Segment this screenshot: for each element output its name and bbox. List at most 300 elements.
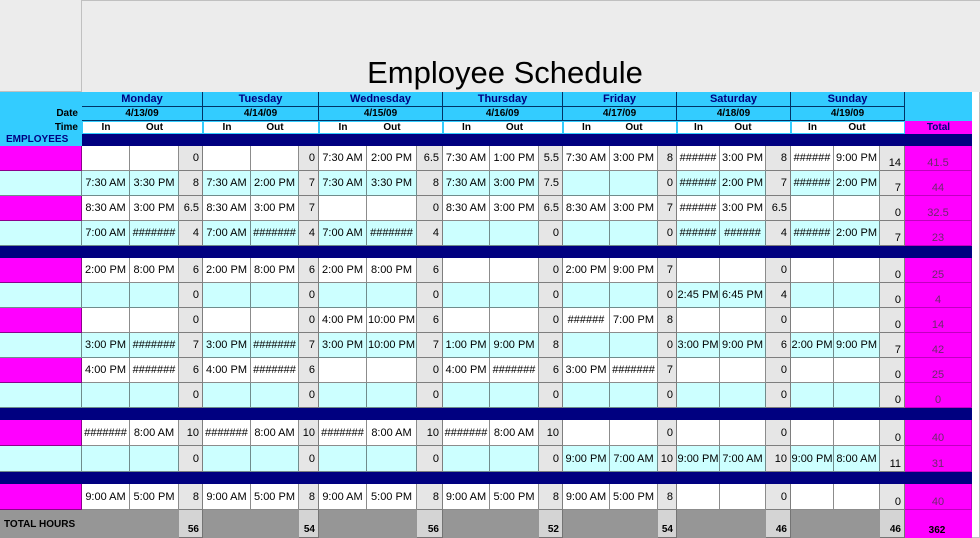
hours-cell: 5.5: [539, 146, 563, 171]
time-in-cell[interactable]: [563, 171, 610, 196]
time-out-cell[interactable]: 3:00 PM: [720, 146, 766, 171]
time-in-cell[interactable]: #######: [82, 420, 130, 446]
day-date-5: 4/18/09: [677, 107, 791, 121]
time-out-cell[interactable]: [130, 283, 179, 308]
time-in-cell[interactable]: 1:00 PM: [443, 333, 490, 358]
time-in-cell[interactable]: 9:00 AM: [563, 484, 610, 510]
day-name-4: Friday: [563, 92, 677, 107]
time-out-cell[interactable]: 7:00 AM: [720, 446, 766, 472]
out-label-3: Out: [505, 122, 524, 133]
hours-cell: 0: [539, 258, 563, 283]
time-in-cell[interactable]: [443, 308, 490, 333]
time-in-cell[interactable]: 9:00 AM: [443, 484, 490, 510]
hours-cell: 0: [539, 308, 563, 333]
time-out-cell[interactable]: 8:00 AM: [490, 420, 539, 446]
time-in-cell[interactable]: [563, 383, 610, 408]
hours-cell: 7: [299, 171, 319, 196]
time-out-cell[interactable]: [834, 358, 880, 383]
time-in-cell[interactable]: [82, 308, 130, 333]
row-total-cell: 44: [905, 171, 972, 196]
time-in-cell[interactable]: 9:00 PM: [563, 446, 610, 472]
time-out-cell[interactable]: 2:00 PM: [720, 171, 766, 196]
time-out-cell[interactable]: 7:00 AM: [610, 446, 658, 472]
hours-cell: 0: [880, 484, 905, 510]
time-in-cell[interactable]: 7:30 AM: [319, 146, 367, 171]
time-in-cell[interactable]: ######: [563, 308, 610, 333]
time-in-cell[interactable]: 4:00 PM: [203, 358, 251, 383]
hours-cell: 0: [658, 171, 677, 196]
time-out-cell[interactable]: [834, 283, 880, 308]
time-out-cell[interactable]: [720, 358, 766, 383]
time-in-cell[interactable]: [443, 221, 490, 246]
right-edge-column: [972, 92, 980, 538]
time-out-cell[interactable]: [251, 383, 299, 408]
time-out-cell[interactable]: #######: [610, 358, 658, 383]
time-in-cell[interactable]: [443, 258, 490, 283]
row-total-cell: 42: [905, 333, 972, 358]
time-in-cell[interactable]: 2:00 PM: [563, 258, 610, 283]
hours-cell: 0: [179, 383, 203, 408]
time-in-cell[interactable]: [203, 446, 251, 472]
time-out-cell[interactable]: 8:00 AM: [834, 446, 880, 472]
day-date-4: 4/17/09: [563, 107, 677, 121]
employee-name-cell[interactable]: [0, 196, 82, 221]
time-out-cell[interactable]: [130, 146, 179, 171]
time-in-cell[interactable]: 8:30 AM: [82, 196, 130, 221]
row-total-cell: 40: [905, 484, 972, 510]
time-out-cell[interactable]: [251, 308, 299, 333]
time-in-cell[interactable]: ######: [677, 146, 720, 171]
row-total-cell: 25: [905, 358, 972, 383]
time-in-cell[interactable]: [82, 446, 130, 472]
time-in-cell[interactable]: [443, 446, 490, 472]
time-out-cell[interactable]: [720, 308, 766, 333]
time-out-cell[interactable]: 1:00 PM: [490, 146, 539, 171]
time-in-cell[interactable]: 9:00 AM: [82, 484, 130, 510]
hours-cell: 8: [417, 484, 443, 510]
hours-cell: 0: [658, 383, 677, 408]
time-out-cell[interactable]: [490, 446, 539, 472]
time-in-cell[interactable]: 4:00 PM: [319, 308, 367, 333]
time-out-cell[interactable]: 10:00 PM: [367, 333, 417, 358]
time-out-cell[interactable]: [130, 446, 179, 472]
group-separator-2: [0, 472, 980, 484]
out-label-0: Out: [145, 122, 164, 133]
time-in-cell[interactable]: ######: [791, 146, 834, 171]
time-in-cell[interactable]: #######: [319, 420, 367, 446]
employee-name-cell[interactable]: [0, 221, 82, 246]
row-total-cell: 25: [905, 258, 972, 283]
time-in-cell[interactable]: [791, 308, 834, 333]
time-out-cell[interactable]: #######: [367, 221, 417, 246]
hours-cell: 6: [179, 358, 203, 383]
time-out-cell[interactable]: 5:00 PM: [130, 484, 179, 510]
time-out-cell[interactable]: 9:00 PM: [720, 333, 766, 358]
time-out-cell[interactable]: [610, 333, 658, 358]
time-in-cell[interactable]: [443, 383, 490, 408]
hours-cell: 8: [539, 484, 563, 510]
time-in-cell[interactable]: [791, 484, 834, 510]
time-in-cell[interactable]: 9:00 AM: [319, 484, 367, 510]
daily-total-cell: 46: [766, 510, 791, 538]
page-title: Employee Schedule: [82, 0, 980, 92]
hours-cell: 7: [880, 171, 905, 196]
time-out-cell[interactable]: 3:00 PM: [490, 171, 539, 196]
time-out-cell[interactable]: [490, 383, 539, 408]
time-out-cell[interactable]: [367, 383, 417, 408]
hours-cell: 10: [417, 420, 443, 446]
total-header: Total: [905, 121, 972, 134]
time-in-cell[interactable]: 2:45 PM: [677, 283, 720, 308]
time-out-cell[interactable]: 3:00 PM: [130, 196, 179, 221]
time-in-cell[interactable]: [319, 283, 367, 308]
time-in-cell[interactable]: 7:00 AM: [203, 221, 251, 246]
time-out-cell[interactable]: 5:00 PM: [490, 484, 539, 510]
time-out-cell[interactable]: #######: [490, 358, 539, 383]
time-in-cell[interactable]: [791, 383, 834, 408]
time-in-cell[interactable]: 2:00 PM: [82, 258, 130, 283]
hours-cell: 6: [417, 308, 443, 333]
day-name-2: Wednesday: [319, 92, 443, 107]
time-in-cell[interactable]: #######: [443, 420, 490, 446]
time-in-cell[interactable]: 4:00 PM: [443, 358, 490, 383]
time-in-cell[interactable]: [791, 420, 834, 446]
time-out-cell[interactable]: 8:00 AM: [251, 420, 299, 446]
hours-cell: 0: [880, 283, 905, 308]
time-in-cell[interactable]: 7:30 AM: [443, 146, 490, 171]
time-out-cell[interactable]: 5:00 PM: [610, 484, 658, 510]
time-out-cell[interactable]: [834, 420, 880, 446]
hours-cell: 10: [658, 446, 677, 472]
time-out-cell[interactable]: [490, 221, 539, 246]
day-name-1: Tuesday: [203, 92, 319, 107]
hours-cell: 0: [766, 383, 791, 408]
time-in-cell[interactable]: [677, 258, 720, 283]
time-in-cell[interactable]: ######: [677, 221, 720, 246]
time-out-cell[interactable]: #######: [251, 358, 299, 383]
employee-name-cell[interactable]: [0, 420, 82, 446]
time-out-cell[interactable]: [610, 420, 658, 446]
hours-cell: 6.5: [417, 146, 443, 171]
time-out-cell[interactable]: 9:00 PM: [610, 258, 658, 283]
time-in-cell[interactable]: 2:00 PM: [203, 258, 251, 283]
hours-cell: 6.5: [539, 196, 563, 221]
time-in-cell[interactable]: [791, 196, 834, 221]
hours-cell: 0: [880, 358, 905, 383]
time-out-cell[interactable]: [490, 258, 539, 283]
time-in-cell[interactable]: 7:30 AM: [319, 171, 367, 196]
time-in-cell[interactable]: [791, 258, 834, 283]
hours-cell: 0: [766, 258, 791, 283]
out-label-5: Out: [734, 122, 752, 133]
time-in-cell[interactable]: 7:30 AM: [203, 171, 251, 196]
hours-cell: 10: [179, 420, 203, 446]
hours-cell: 0: [539, 283, 563, 308]
time-out-cell[interactable]: [367, 358, 417, 383]
out-label-4: Out: [625, 122, 643, 133]
employee-name-cell[interactable]: [0, 258, 82, 283]
time-out-cell[interactable]: [610, 171, 658, 196]
row-total-cell: 14: [905, 308, 972, 333]
time-out-cell[interactable]: [720, 484, 766, 510]
time-in-cell[interactable]: [319, 446, 367, 472]
time-out-cell[interactable]: 7:00 PM: [610, 308, 658, 333]
row-total-cell: 23: [905, 221, 972, 246]
daily-total-cell: 54: [658, 510, 677, 538]
time-out-cell[interactable]: 3:00 PM: [720, 196, 766, 221]
time-out-cell[interactable]: [251, 146, 299, 171]
day-date-0: 4/13/09: [82, 107, 203, 121]
time-out-cell[interactable]: [834, 484, 880, 510]
time-out-cell[interactable]: [251, 283, 299, 308]
hours-cell: 0: [766, 484, 791, 510]
time-out-cell[interactable]: [720, 258, 766, 283]
hours-cell: 7: [880, 221, 905, 246]
time-in-cell[interactable]: 2:00 PM: [791, 333, 834, 358]
time-in-cell[interactable]: 8:30 AM: [203, 196, 251, 221]
hours-cell: 0: [539, 383, 563, 408]
time-out-cell[interactable]: 3:00 PM: [490, 196, 539, 221]
hours-cell: 0: [539, 446, 563, 472]
time-out-cell[interactable]: [367, 446, 417, 472]
time-in-cell[interactable]: [82, 146, 130, 171]
daily-total-cell: 46: [880, 510, 905, 538]
in-label-3: In: [462, 122, 471, 133]
time-out-cell[interactable]: 3:30 PM: [367, 171, 417, 196]
time-in-cell[interactable]: [563, 221, 610, 246]
time-out-cell[interactable]: 2:00 PM: [367, 146, 417, 171]
employee-name-cell[interactable]: [0, 484, 82, 510]
time-in-cell[interactable]: [563, 420, 610, 446]
employee-name-cell[interactable]: [0, 358, 82, 383]
hours-cell: 0: [880, 196, 905, 221]
time-out-cell[interactable]: 3:00 PM: [610, 196, 658, 221]
hours-cell: 4: [179, 221, 203, 246]
hours-cell: 6: [179, 258, 203, 283]
group-separator-1: [0, 408, 980, 420]
time-out-cell[interactable]: 6:45 PM: [720, 283, 766, 308]
hours-cell: 0: [766, 358, 791, 383]
time-in-cell[interactable]: 2:00 PM: [319, 258, 367, 283]
time-out-cell[interactable]: 9:00 PM: [490, 333, 539, 358]
time-in-cell[interactable]: 3:00 PM: [82, 333, 130, 358]
employee-name-cell[interactable]: [0, 171, 82, 196]
time-out-cell[interactable]: 9:00 PM: [834, 146, 880, 171]
time-out-cell[interactable]: [610, 383, 658, 408]
time-in-cell[interactable]: 8:30 AM: [443, 196, 490, 221]
time-in-cell[interactable]: 8:30 AM: [563, 196, 610, 221]
hours-cell: 14: [880, 146, 905, 171]
row-total-cell: 0: [905, 383, 972, 408]
time-in-cell[interactable]: 7:00 AM: [82, 221, 130, 246]
date-label: Date: [56, 108, 78, 119]
time-out-cell[interactable]: #######: [130, 221, 179, 246]
time-out-cell[interactable]: [130, 383, 179, 408]
in-label-4: In: [582, 122, 591, 133]
time-out-cell[interactable]: [610, 283, 658, 308]
time-out-cell[interactable]: 5:00 PM: [367, 484, 417, 510]
out-label-6: Out: [848, 122, 866, 133]
time-out-cell[interactable]: [834, 383, 880, 408]
hours-cell: 8: [179, 171, 203, 196]
time-in-cell[interactable]: 7:30 AM: [443, 171, 490, 196]
daily-total-cell: 56: [179, 510, 203, 538]
time-in-cell[interactable]: [203, 308, 251, 333]
day-name-3: Thursday: [443, 92, 563, 107]
time-in-cell[interactable]: [319, 383, 367, 408]
employees-label: EMPLOYEES: [0, 134, 82, 146]
time-out-cell[interactable]: #######: [130, 333, 179, 358]
row-total-cell: 32.5: [905, 196, 972, 221]
time-out-cell[interactable]: 2:00 PM: [834, 221, 880, 246]
time-in-cell[interactable]: 4:00 PM: [82, 358, 130, 383]
day-name-5: Saturday: [677, 92, 791, 107]
time-out-cell[interactable]: [720, 420, 766, 446]
time-in-cell[interactable]: [203, 383, 251, 408]
hours-cell: 0: [299, 446, 319, 472]
time-in-cell[interactable]: 9:00 PM: [677, 446, 720, 472]
hours-cell: 7: [179, 333, 203, 358]
time-in-cell[interactable]: [319, 358, 367, 383]
time-in-cell[interactable]: 7:30 AM: [82, 171, 130, 196]
time-out-cell[interactable]: 3:00 PM: [251, 196, 299, 221]
time-in-cell[interactable]: 7:30 AM: [563, 146, 610, 171]
day-date-2: 4/15/09: [319, 107, 443, 121]
time-out-cell[interactable]: 5:00 PM: [251, 484, 299, 510]
total-hours-label: TOTAL HOURS: [4, 518, 76, 530]
hours-cell: 8: [179, 484, 203, 510]
time-in-cell[interactable]: [563, 333, 610, 358]
hours-cell: 0: [299, 383, 319, 408]
time-in-cell[interactable]: [203, 283, 251, 308]
hours-cell: 4: [766, 283, 791, 308]
out-label-2: Out: [383, 122, 401, 133]
day-name-6: Sunday: [791, 92, 905, 107]
time-in-cell[interactable]: #######: [203, 420, 251, 446]
employee-name-cell[interactable]: [0, 383, 82, 408]
daily-total-cell: 54: [299, 510, 319, 538]
time-out-cell[interactable]: [610, 221, 658, 246]
time-out-cell[interactable]: 3:00 PM: [610, 146, 658, 171]
time-out-cell[interactable]: 8:00 AM: [130, 420, 179, 446]
hours-cell: 0: [417, 383, 443, 408]
time-out-cell[interactable]: [490, 283, 539, 308]
hours-cell: 10: [299, 420, 319, 446]
time-in-cell[interactable]: [677, 358, 720, 383]
time-in-cell[interactable]: 3:00 PM: [319, 333, 367, 358]
hours-cell: 4: [299, 221, 319, 246]
hours-cell: 6: [299, 258, 319, 283]
hours-cell: 10: [539, 420, 563, 446]
time-out-cell[interactable]: 8:00 PM: [251, 258, 299, 283]
time-out-cell[interactable]: [367, 283, 417, 308]
time-in-cell[interactable]: [563, 283, 610, 308]
hours-cell: 0: [766, 420, 791, 446]
time-out-cell[interactable]: 3:30 PM: [130, 171, 179, 196]
hours-cell: 8: [658, 308, 677, 333]
hours-cell: 4: [417, 221, 443, 246]
time-out-cell[interactable]: [834, 196, 880, 221]
time-in-cell[interactable]: 3:00 PM: [677, 333, 720, 358]
time-in-cell[interactable]: [791, 358, 834, 383]
time-out-cell[interactable]: [130, 308, 179, 333]
hours-cell: 0: [539, 221, 563, 246]
time-in-cell[interactable]: 3:00 PM: [563, 358, 610, 383]
time-in-cell[interactable]: ######: [791, 221, 834, 246]
hours-cell: 0: [880, 420, 905, 446]
time-out-cell[interactable]: [367, 196, 417, 221]
time-in-cell[interactable]: 3:00 PM: [203, 333, 251, 358]
employee-name-cell[interactable]: [0, 333, 82, 358]
time-in-cell[interactable]: [443, 283, 490, 308]
time-out-cell[interactable]: #######: [251, 221, 299, 246]
time-out-cell[interactable]: 9:00 PM: [834, 333, 880, 358]
time-out-cell[interactable]: 10:00 PM: [367, 308, 417, 333]
time-in-cell[interactable]: [82, 283, 130, 308]
time-out-cell[interactable]: [720, 383, 766, 408]
time-out-cell[interactable]: 8:00 PM: [130, 258, 179, 283]
time-in-cell[interactable]: [677, 420, 720, 446]
day-date-3: 4/16/09: [443, 107, 563, 121]
hours-cell: 7: [880, 333, 905, 358]
time-out-cell[interactable]: [834, 308, 880, 333]
in-label-0: In: [101, 122, 111, 133]
time-in-cell[interactable]: ######: [791, 171, 834, 196]
hours-cell: 7: [658, 258, 677, 283]
hours-cell: 8: [766, 146, 791, 171]
time-in-cell[interactable]: ######: [677, 171, 720, 196]
time-out-cell[interactable]: 8:00 AM: [367, 420, 417, 446]
time-in-cell[interactable]: ######: [677, 196, 720, 221]
daily-total-cell: 52: [539, 510, 563, 538]
time-in-cell[interactable]: [203, 146, 251, 171]
employees-bar: [0, 134, 980, 146]
time-in-cell[interactable]: [677, 308, 720, 333]
time-out-cell[interactable]: [251, 446, 299, 472]
hours-cell: 0: [179, 283, 203, 308]
time-in-cell[interactable]: [791, 283, 834, 308]
time-out-cell[interactable]: #######: [251, 333, 299, 358]
time-in-cell[interactable]: [82, 383, 130, 408]
hours-cell: 0: [658, 283, 677, 308]
employee-name-cell[interactable]: [0, 308, 82, 333]
time-out-cell[interactable]: #######: [130, 358, 179, 383]
hours-cell: 0: [880, 308, 905, 333]
time-out-cell[interactable]: 2:00 PM: [834, 171, 880, 196]
time-in-cell[interactable]: 9:00 AM: [203, 484, 251, 510]
hours-cell: 11: [880, 446, 905, 472]
hours-cell: 6: [766, 333, 791, 358]
employee-name-cell[interactable]: [0, 446, 82, 472]
time-out-cell[interactable]: ######: [720, 221, 766, 246]
hours-cell: 7: [299, 333, 319, 358]
time-out-cell[interactable]: 8:00 PM: [367, 258, 417, 283]
time-in-cell[interactable]: [319, 196, 367, 221]
row-total-cell: 31: [905, 446, 972, 472]
time-in-cell[interactable]: 9:00 PM: [791, 446, 834, 472]
time-out-cell[interactable]: [490, 308, 539, 333]
employee-name-cell[interactable]: [0, 283, 82, 308]
time-out-cell[interactable]: 2:00 PM: [251, 171, 299, 196]
time-in-cell[interactable]: 7:00 AM: [319, 221, 367, 246]
time-in-cell[interactable]: [677, 484, 720, 510]
hours-cell: 7: [658, 196, 677, 221]
time-in-cell[interactable]: [677, 383, 720, 408]
row-total-cell: 4: [905, 283, 972, 308]
hours-cell: 0: [299, 308, 319, 333]
time-out-cell[interactable]: [834, 258, 880, 283]
employee-name-cell[interactable]: [0, 146, 82, 171]
